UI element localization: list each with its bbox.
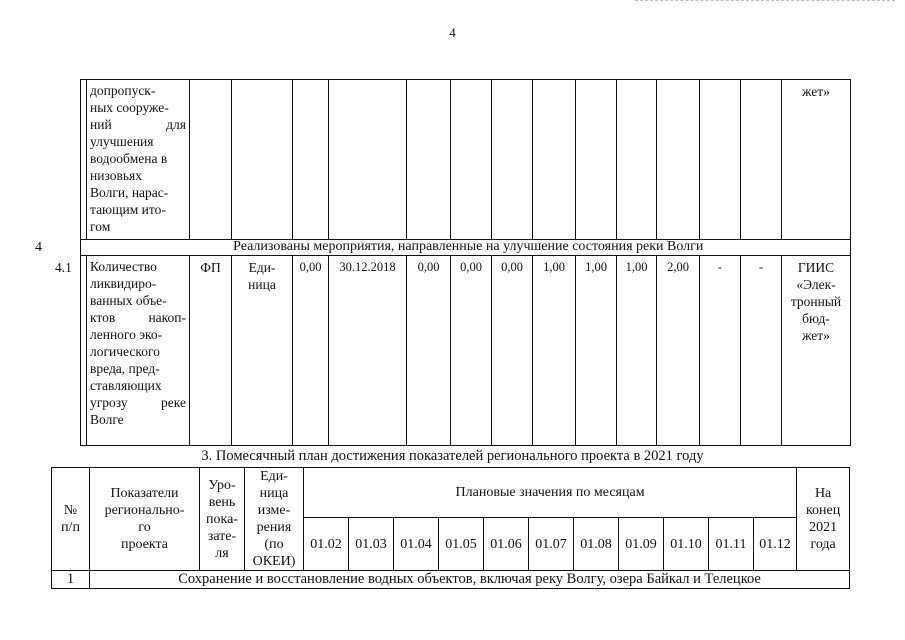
section-title: Реализованы мероприятия, направленные на улучшение состояния реки Волги	[233, 239, 704, 254]
level-cell: ФП	[190, 256, 232, 446]
monthly-plan-table	[51, 467, 850, 589]
month-header: 01.11	[709, 518, 754, 571]
header-rule	[635, 0, 895, 2]
col-header-indicator: Показатели регионально- го проекта	[90, 468, 200, 571]
month-header: 01.08	[574, 518, 619, 571]
base-date-cell: 30.12.2018	[329, 256, 407, 446]
col-header-unit: Еди- ница изме- рения (по ОКЕИ)	[245, 468, 304, 571]
header-row	[52, 468, 850, 518]
table-row	[81, 80, 851, 240]
col-header-num: № п/п	[52, 468, 90, 571]
value-cell: 2,00	[657, 256, 700, 446]
row-number: 1	[52, 571, 90, 589]
source-cell: жет»	[782, 80, 851, 240]
text-line: улучшения	[90, 134, 154, 149]
month-header: 01.07	[529, 518, 574, 571]
month-header: 01.02	[304, 518, 349, 571]
section-number: 4	[35, 240, 42, 255]
page-number: 4	[449, 25, 456, 40]
indicators-table-continued	[35, 79, 851, 446]
section-heading: 3. Помесячный план достижения показателей регионального проекта в 2021 году	[201, 448, 704, 464]
table-row	[81, 256, 851, 446]
text-line: тающим ито-	[90, 202, 166, 217]
text-line: водообмена в	[90, 151, 168, 166]
month-header: 01.06	[484, 518, 529, 571]
value-cell: 1,00	[617, 256, 657, 446]
text-line: Волги, нарас-	[90, 185, 169, 200]
value-cell: 0,00	[492, 256, 533, 446]
row-number: 4.1	[55, 260, 72, 275]
base-value-cell: 0,00	[293, 256, 329, 446]
month-header: 01.09	[619, 518, 664, 571]
value-cell: -	[700, 256, 741, 446]
col-header-level: Уро- вень пока- зате- ля	[200, 468, 245, 571]
value-cell: -	[741, 256, 782, 446]
section-title: Сохранение и восстановление водных объектов, включая реку Волгу, озера Байкал и Телецкое	[90, 571, 850, 589]
month-header: 01.03	[349, 518, 394, 571]
value-cell: 0,00	[407, 256, 451, 446]
text-line: ных сооруже-	[90, 100, 169, 115]
unit-cell: Еди- ница	[232, 256, 293, 446]
col-header-year-end: На конец 2021 года	[797, 468, 850, 571]
indicator-name-cell: допропуск- ных сооруже- ний для улучшения водообмена в низовьях Волги, нарас- тающим ито- гом	[87, 80, 190, 240]
month-header: 01.10	[664, 518, 709, 571]
text-line: низовьях	[90, 168, 142, 183]
section-row	[81, 240, 851, 256]
col-header-plan: Плановые значения по месяцам	[304, 468, 797, 518]
text-line: допропуск-	[90, 83, 156, 98]
section-row	[52, 571, 850, 589]
month-header: 01.05	[439, 518, 484, 571]
source-cell: ГИИС «Элек- тронный бюд- жет»	[782, 256, 851, 446]
month-header: 01.12	[754, 518, 797, 571]
indicator-name-cell: Количество ликвидиро- ванных объе- ктов накоп- ленного эко- логического вреда, пред- ставляющих угрозу реке Волге	[87, 256, 190, 446]
value-cell: 1,00	[576, 256, 617, 446]
value-cell: 1,00	[533, 256, 576, 446]
value-cell: 0,00	[451, 256, 492, 446]
month-header: 01.04	[394, 518, 439, 571]
text-line: гом	[90, 219, 111, 234]
